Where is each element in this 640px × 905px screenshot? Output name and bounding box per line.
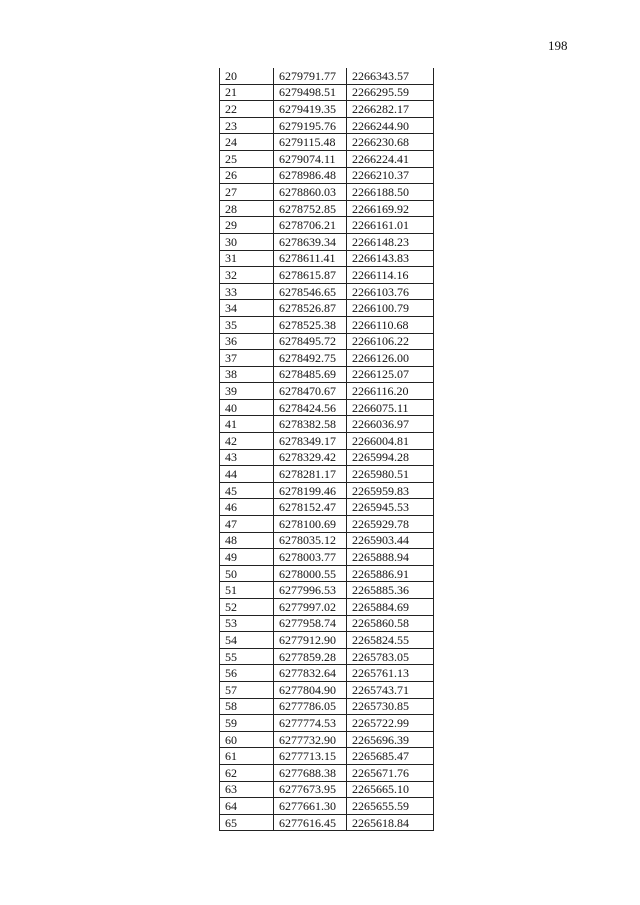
table-row — [220, 267, 434, 284]
table-row — [220, 748, 434, 765]
table-row — [220, 350, 434, 367]
point-number-cell: 30 — [220, 233, 274, 250]
point-number-cell: 40 — [220, 399, 274, 416]
table-row — [220, 200, 434, 217]
x-coordinate-cell: 6278000.55 — [274, 565, 347, 582]
table-row — [220, 549, 434, 566]
x-coordinate-cell: 6278349.17 — [274, 433, 347, 450]
x-coordinate-cell: 6277713.15 — [274, 748, 347, 765]
y-coordinate-cell: 2266075.11 — [347, 399, 434, 416]
x-coordinate-cell: 6279419.35 — [274, 101, 347, 118]
point-number-cell: 37 — [220, 350, 274, 367]
coordinates-table — [219, 68, 434, 831]
point-number-cell: 29 — [220, 217, 274, 234]
point-number-cell: 36 — [220, 333, 274, 350]
point-number-cell: 43 — [220, 449, 274, 466]
x-coordinate-cell: 6279791.77 — [274, 68, 347, 84]
y-coordinate-cell: 2265655.59 — [347, 798, 434, 815]
table-row — [220, 117, 434, 134]
point-number-cell: 33 — [220, 283, 274, 300]
x-coordinate-cell: 6277958.74 — [274, 615, 347, 632]
table-row — [220, 599, 434, 616]
y-coordinate-cell: 2265885.36 — [347, 582, 434, 599]
point-number-cell: 22 — [220, 101, 274, 118]
y-coordinate-cell: 2266004.81 — [347, 433, 434, 450]
x-coordinate-cell: 6278706.21 — [274, 217, 347, 234]
x-coordinate-cell: 6277804.90 — [274, 681, 347, 698]
y-coordinate-cell: 2266244.90 — [347, 117, 434, 134]
x-coordinate-cell: 6278003.77 — [274, 549, 347, 566]
point-number-cell: 61 — [220, 748, 274, 765]
table-row — [220, 814, 434, 831]
table-row — [220, 300, 434, 317]
y-coordinate-cell: 2266169.92 — [347, 200, 434, 217]
table-row — [220, 433, 434, 450]
x-coordinate-cell: 6277616.45 — [274, 814, 347, 831]
y-coordinate-cell: 2266210.37 — [347, 167, 434, 184]
point-number-cell: 57 — [220, 681, 274, 698]
x-coordinate-cell: 6278986.48 — [274, 167, 347, 184]
point-number-cell: 55 — [220, 648, 274, 665]
x-coordinate-cell: 6279195.76 — [274, 117, 347, 134]
point-number-cell: 42 — [220, 433, 274, 450]
point-number-cell: 28 — [220, 200, 274, 217]
y-coordinate-cell: 2266230.68 — [347, 134, 434, 151]
table-row — [220, 681, 434, 698]
x-coordinate-cell: 6278424.56 — [274, 399, 347, 416]
y-coordinate-cell: 2265783.05 — [347, 648, 434, 665]
y-coordinate-cell: 2266100.79 — [347, 300, 434, 317]
point-number-cell: 34 — [220, 300, 274, 317]
point-number-cell: 27 — [220, 184, 274, 201]
x-coordinate-cell: 6277997.02 — [274, 599, 347, 616]
y-coordinate-cell: 2266148.23 — [347, 233, 434, 250]
y-coordinate-cell: 2266188.50 — [347, 184, 434, 201]
x-coordinate-cell: 6278470.67 — [274, 383, 347, 400]
table-row — [220, 516, 434, 533]
point-number-cell: 49 — [220, 549, 274, 566]
point-number-cell: 21 — [220, 84, 274, 101]
y-coordinate-cell: 2266143.83 — [347, 250, 434, 267]
x-coordinate-cell: 6278100.69 — [274, 516, 347, 533]
table-row — [220, 333, 434, 350]
x-coordinate-cell: 6279498.51 — [274, 84, 347, 101]
x-coordinate-cell: 6278492.75 — [274, 350, 347, 367]
point-number-cell: 45 — [220, 482, 274, 499]
point-number-cell: 25 — [220, 150, 274, 167]
point-number-cell: 58 — [220, 698, 274, 715]
table-row — [220, 233, 434, 250]
page-number: 198 — [548, 38, 568, 53]
y-coordinate-cell: 2265860.58 — [347, 615, 434, 632]
y-coordinate-cell: 2266036.97 — [347, 416, 434, 433]
y-coordinate-cell: 2266103.76 — [347, 283, 434, 300]
table-row — [220, 764, 434, 781]
table-row — [220, 101, 434, 118]
y-coordinate-cell: 2266282.17 — [347, 101, 434, 118]
y-coordinate-cell: 2266106.22 — [347, 333, 434, 350]
point-number-cell: 56 — [220, 665, 274, 682]
point-number-cell: 65 — [220, 814, 274, 831]
coordinates-table-body — [220, 68, 434, 831]
table-row — [220, 565, 434, 582]
point-number-cell: 59 — [220, 715, 274, 732]
table-row — [220, 798, 434, 815]
table-row — [220, 665, 434, 682]
table-row — [220, 383, 434, 400]
x-coordinate-cell: 6277688.38 — [274, 764, 347, 781]
x-coordinate-cell: 6277786.05 — [274, 698, 347, 715]
point-number-cell: 50 — [220, 565, 274, 582]
x-coordinate-cell: 6278525.38 — [274, 316, 347, 333]
y-coordinate-cell: 2265730.85 — [347, 698, 434, 715]
table-row — [220, 150, 434, 167]
x-coordinate-cell: 6278526.87 — [274, 300, 347, 317]
table-row — [220, 167, 434, 184]
point-number-cell: 54 — [220, 632, 274, 649]
y-coordinate-cell: 2266161.01 — [347, 217, 434, 234]
point-number-cell: 31 — [220, 250, 274, 267]
y-coordinate-cell: 2265929.78 — [347, 516, 434, 533]
table-row — [220, 217, 434, 234]
table-row — [220, 399, 434, 416]
table-row — [220, 366, 434, 383]
table-row — [220, 283, 434, 300]
y-coordinate-cell: 2266116.20 — [347, 383, 434, 400]
y-coordinate-cell: 2265884.69 — [347, 599, 434, 616]
table-row — [220, 532, 434, 549]
x-coordinate-cell: 6277673.95 — [274, 781, 347, 798]
x-coordinate-cell: 6278615.87 — [274, 267, 347, 284]
x-coordinate-cell: 6277996.53 — [274, 582, 347, 599]
point-number-cell: 38 — [220, 366, 274, 383]
table-row — [220, 781, 434, 798]
table-row — [220, 648, 434, 665]
table-row — [220, 499, 434, 516]
point-number-cell: 41 — [220, 416, 274, 433]
table-row — [220, 134, 434, 151]
x-coordinate-cell: 6277832.64 — [274, 665, 347, 682]
point-number-cell: 64 — [220, 798, 274, 815]
point-number-cell: 35 — [220, 316, 274, 333]
y-coordinate-cell: 2265665.10 — [347, 781, 434, 798]
point-number-cell: 63 — [220, 781, 274, 798]
point-number-cell: 32 — [220, 267, 274, 284]
point-number-cell: 47 — [220, 516, 274, 533]
y-coordinate-cell: 2265824.55 — [347, 632, 434, 649]
x-coordinate-cell: 6277732.90 — [274, 731, 347, 748]
x-coordinate-cell: 6278281.17 — [274, 466, 347, 483]
table-row — [220, 449, 434, 466]
point-number-cell: 51 — [220, 582, 274, 599]
x-coordinate-cell: 6278611.41 — [274, 250, 347, 267]
x-coordinate-cell: 6278546.65 — [274, 283, 347, 300]
x-coordinate-cell: 6278752.85 — [274, 200, 347, 217]
table-row — [220, 698, 434, 715]
x-coordinate-cell: 6278199.46 — [274, 482, 347, 499]
y-coordinate-cell: 2265994.28 — [347, 449, 434, 466]
table-row — [220, 416, 434, 433]
y-coordinate-cell: 2266343.57 — [347, 68, 434, 84]
y-coordinate-cell: 2265903.44 — [347, 532, 434, 549]
table-row — [220, 466, 434, 483]
y-coordinate-cell: 2265671.76 — [347, 764, 434, 781]
x-coordinate-cell: 6278035.12 — [274, 532, 347, 549]
x-coordinate-cell: 6278639.34 — [274, 233, 347, 250]
y-coordinate-cell: 2266224.41 — [347, 150, 434, 167]
y-coordinate-cell: 2266114.16 — [347, 267, 434, 284]
y-coordinate-cell: 2265980.51 — [347, 466, 434, 483]
y-coordinate-cell: 2265618.84 — [347, 814, 434, 831]
y-coordinate-cell: 2266110.68 — [347, 316, 434, 333]
x-coordinate-cell: 6279074.11 — [274, 150, 347, 167]
table-row — [220, 68, 434, 84]
x-coordinate-cell: 6278152.47 — [274, 499, 347, 516]
y-coordinate-cell: 2266125.07 — [347, 366, 434, 383]
x-coordinate-cell: 6278329.42 — [274, 449, 347, 466]
table-row — [220, 731, 434, 748]
point-number-cell: 52 — [220, 599, 274, 616]
x-coordinate-cell: 6278485.69 — [274, 366, 347, 383]
x-coordinate-cell: 6279115.48 — [274, 134, 347, 151]
y-coordinate-cell: 2265743.71 — [347, 681, 434, 698]
y-coordinate-cell: 2266295.59 — [347, 84, 434, 101]
table-row — [220, 316, 434, 333]
point-number-cell: 60 — [220, 731, 274, 748]
y-coordinate-cell: 2265685.47 — [347, 748, 434, 765]
point-number-cell: 26 — [220, 167, 274, 184]
table-row — [220, 582, 434, 599]
point-number-cell: 20 — [220, 68, 274, 84]
point-number-cell: 48 — [220, 532, 274, 549]
x-coordinate-cell: 6278495.72 — [274, 333, 347, 350]
y-coordinate-cell: 2265888.94 — [347, 549, 434, 566]
y-coordinate-cell: 2265945.53 — [347, 499, 434, 516]
y-coordinate-cell: 2265886.91 — [347, 565, 434, 582]
x-coordinate-cell: 6278382.58 — [274, 416, 347, 433]
table-row — [220, 615, 434, 632]
x-coordinate-cell: 6277774.53 — [274, 715, 347, 732]
point-number-cell: 62 — [220, 764, 274, 781]
point-number-cell: 53 — [220, 615, 274, 632]
table-row — [220, 482, 434, 499]
point-number-cell: 24 — [220, 134, 274, 151]
table-row — [220, 84, 434, 101]
table-row — [220, 632, 434, 649]
point-number-cell: 39 — [220, 383, 274, 400]
y-coordinate-cell: 2266126.00 — [347, 350, 434, 367]
x-coordinate-cell: 6277912.90 — [274, 632, 347, 649]
x-coordinate-cell: 6277859.28 — [274, 648, 347, 665]
point-number-cell: 23 — [220, 117, 274, 134]
y-coordinate-cell: 2265761.13 — [347, 665, 434, 682]
y-coordinate-cell: 2265722.99 — [347, 715, 434, 732]
y-coordinate-cell: 2265696.39 — [347, 731, 434, 748]
table-row — [220, 715, 434, 732]
table-row — [220, 184, 434, 201]
table-row — [220, 250, 434, 267]
y-coordinate-cell: 2265959.83 — [347, 482, 434, 499]
point-number-cell: 46 — [220, 499, 274, 516]
x-coordinate-cell: 6277661.30 — [274, 798, 347, 815]
point-number-cell: 44 — [220, 466, 274, 483]
x-coordinate-cell: 6278860.03 — [274, 184, 347, 201]
